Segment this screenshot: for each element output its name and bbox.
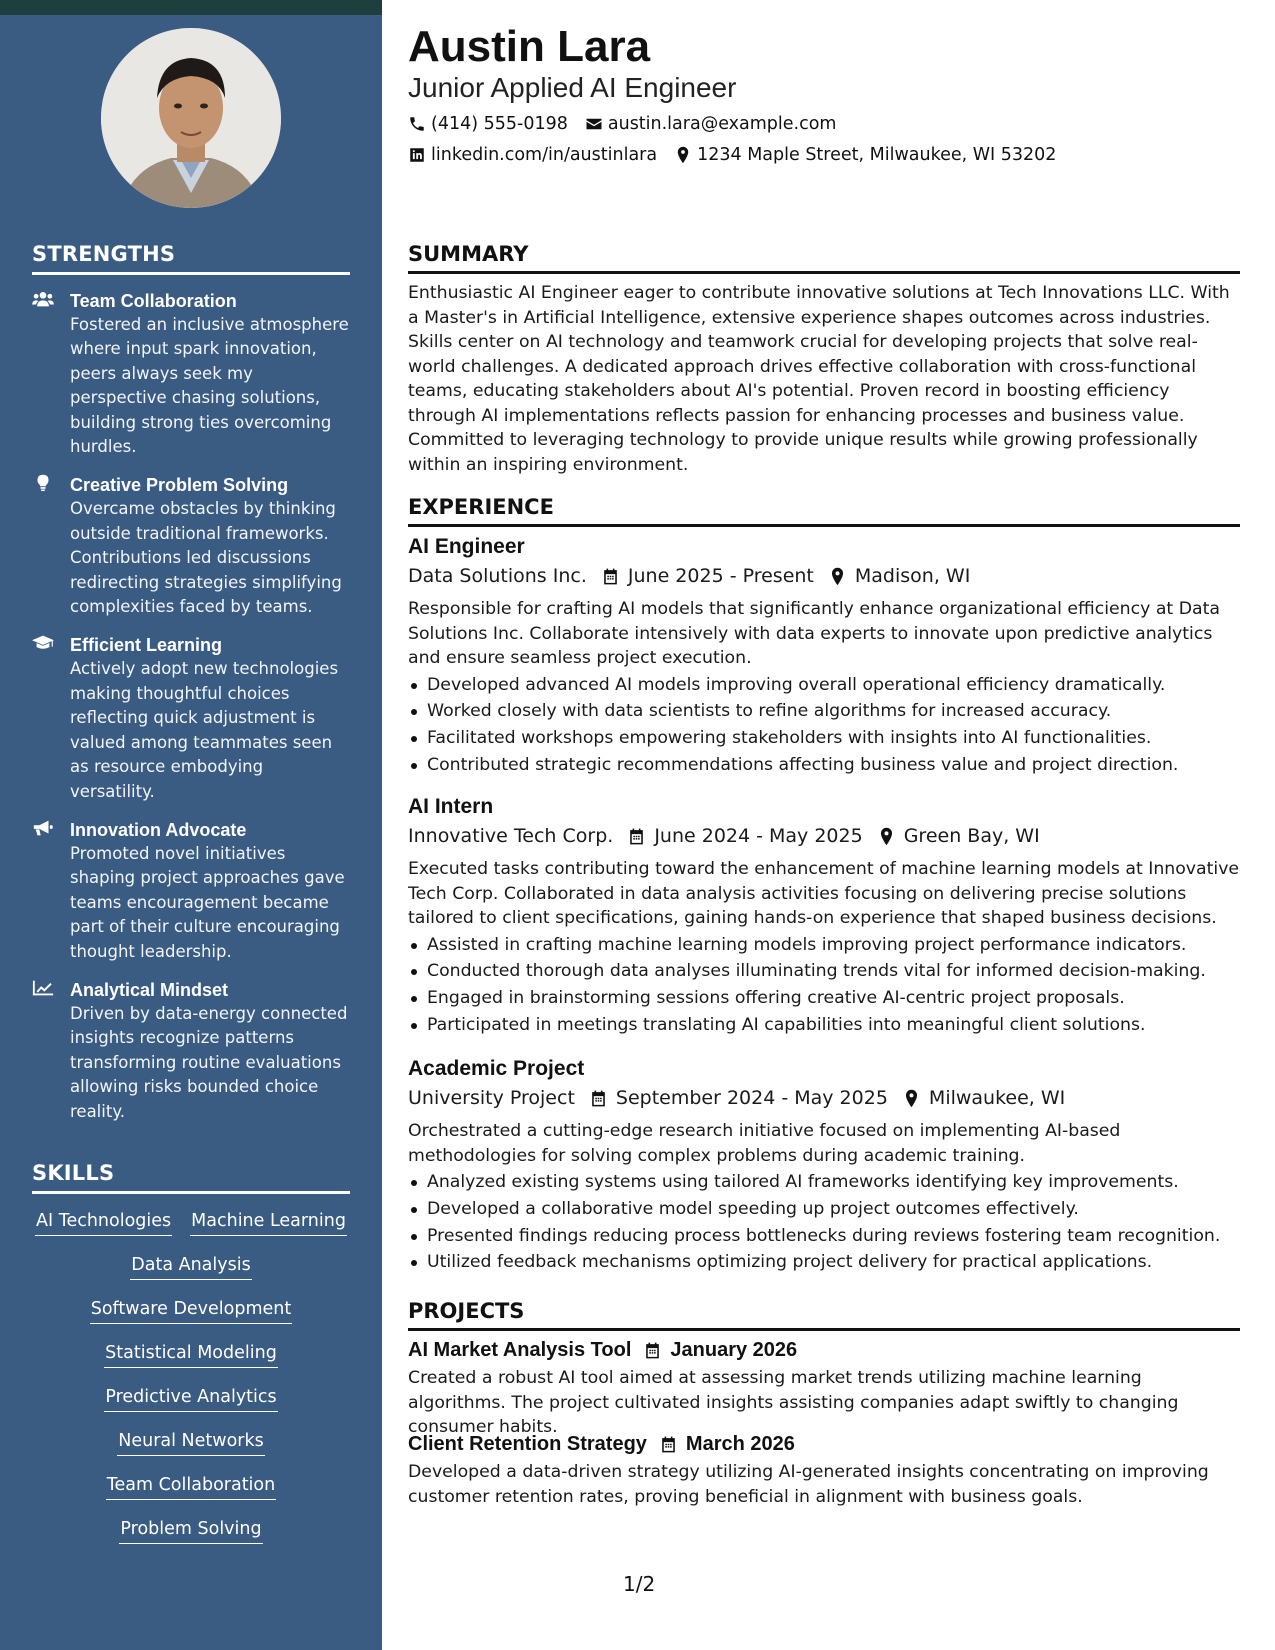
strengths-section [32,242,350,1124]
list-item: Developed a collaborative model speeding up project outcomes effectively. [408,1196,1240,1223]
job-location: Green Bay, WI [903,825,1040,847]
contact-row-secondary [408,145,1073,165]
skill-tag: Team Collaboration [106,1472,276,1500]
strength-title: Team Collaboration [70,291,237,311]
projects-heading: PROJECTS [408,1299,1240,1331]
list-item: Contributed strategic recommendations affecting business value and project direction. [408,752,1240,779]
strength-item [32,289,350,459]
phone-icon [408,115,426,133]
summary-text: Enthusiastic AI Engineer eager to contribute innovative solutions at Tech Innovations LLC. With a Master's in Artificial Intelligence, extensive experience shapes outcomes across industries. Skills center on AI technology and teamwork crucial for developing projects that solve real-world challenges. A dedicated approach drives effective collaboration with cross-functional teams, educating stakeholders about AI's potential. Proven record in boosting efficiency through AI implementations reflects passion for enhancing processes and business value. Committed to leveraging technology to provide unique results while growing professionally within an inspiring environment. [408,283,1230,475]
project-description: Developed a data-driven strategy utilizing AI-generated insights concentrating on improving customer retention rates, proving beneficial in alignment with business goals. [408,1462,1209,1507]
job-meta [408,1087,1240,1109]
job-title: AI Engineer [408,535,525,558]
sidebar-top-bar [0,0,382,15]
job-dates: June 2025 - Present [627,565,814,587]
job-location: Milwaukee, WI [928,1087,1066,1109]
strength-item [32,473,350,619]
profile-photo [101,28,281,208]
strength-title: Analytical Mindset [70,979,229,1000]
project-date: March 2026 [685,1433,795,1455]
phone-contact [408,114,568,134]
strength-item [32,978,350,1124]
strength-title: Creative Problem Solving [70,475,289,496]
company-name: Data Solutions Inc. [408,565,587,587]
job-dates: September 2024 - May 2025 [615,1087,888,1109]
strength-description: Driven by data-energy connected insights recognize patterns transforming routine evaluations allowing risks bounded choice reality. [70,1003,348,1121]
strength-item [32,818,350,964]
project-entry [408,1339,1240,1440]
list-item: Worked closely with data scientists to refine algorithms for increased accuracy. [408,698,1240,725]
candidate-role: Junior Applied AI Engineer [408,72,737,103]
strength-description: Promoted novel initiatives shaping project approaches gave teams encouragement became part of their culture encouraging thought leadership. [70,843,345,961]
strengths-heading: STRENGTHS [32,242,350,275]
project-description: Created a robust AI tool aimed at assessing market trends utilizing machine learning algorithms. The project cultivated insights assisting companies adapt swiftly to changing consumer habits. [408,1368,1179,1437]
skills-list [32,1208,350,1560]
map-pin-icon [902,1089,921,1108]
skill-tag: Software Development [90,1296,293,1324]
skill-tag: AI Technologies [35,1208,172,1236]
project-title-row [408,1433,1240,1456]
strength-title: Innovation Advocate [70,819,247,840]
list-item: Engaged in brainstorming sessions offering creative AI-centric project proposals. [408,985,1240,1012]
graduation-cap-icon [32,633,70,803]
skill-tag: Neural Networks [117,1428,264,1456]
job-meta [408,825,1240,847]
list-item: Analyzed existing systems using tailored AI frameworks identifying key improvements. [408,1169,1240,1196]
strength-description: Fostered an inclusive atmosphere where input spark innovation, peers always seek my perspective chasing solutions, building strong ties overcoming hurdles. [70,315,349,457]
skill-tag: Problem Solving [119,1516,262,1544]
job-description: Orchestrated a cutting-edge research initiative focused on implementing AI-based methodologies for solving complex problems during academic training. [408,1121,1121,1166]
linkedin-contact[interactable] [408,145,657,165]
linkedin-icon [408,146,426,164]
users-icon [32,289,70,459]
job-bullets [408,932,1240,1039]
project-title: AI Market Analysis Tool [408,1339,632,1361]
skill-tag: Machine Learning [190,1208,347,1236]
company-name: Innovative Tech Corp. [408,825,614,847]
project-entry [408,1433,1240,1509]
summary-heading: SUMMARY [408,242,1240,274]
skill-tag: Statistical Modeling [104,1340,278,1368]
list-item: Facilitated workshops empowering stakeholders with insights into AI functionalities. [408,725,1240,752]
calendar-icon [627,827,646,846]
phone-number: (414) 555-0198 [431,114,568,134]
calendar-icon [659,1435,678,1454]
job-location: Madison, WI [854,565,971,587]
megaphone-icon [32,818,70,964]
skill-tag: Predictive Analytics [104,1384,277,1412]
email-contact[interactable] [585,114,837,134]
job-description: Responsible for crafting AI models that significantly enhance organizational efficiency at Data Solutions Inc. Collaborate intensively with data experts to innovate upon predictive analytics and ensure seamless project execution. [408,599,1220,668]
list-item: Conducted thorough data analyses illuminating trends vital for informed decision-making. [408,958,1240,985]
project-title-row [408,1339,1240,1362]
strength-description: Overcame obstacles by thinking outside traditional frameworks. Contributions led discussions redirecting strategies simplifying complexities faced by teams. [70,499,342,617]
calendar-icon [589,1089,608,1108]
address-contact [674,145,1056,165]
project-date: January 2026 [670,1339,798,1361]
calendar-icon [601,567,620,586]
job-title: Academic Project [408,1057,585,1080]
job-bullets [408,672,1240,779]
list-item: Developed advanced AI models improving overall operational efficiency dramatically. [408,672,1240,699]
linkedin-url[interactable]: linkedin.com/in/austinlara [431,145,658,165]
skills-heading: SKILLS [32,1161,350,1194]
calendar-icon [643,1341,662,1360]
skills-section [32,1161,350,1560]
list-item: Presented findings reducing process bottlenecks during reviews fostering team recognition. [408,1223,1240,1250]
job-entry [408,1057,1240,1276]
job-dates: June 2024 - May 2025 [654,825,863,847]
list-item: Participated in meetings translating AI capabilities into meaningful client solutions. [408,1012,1240,1039]
job-title: AI Intern [408,795,494,818]
page-number: 1/2 [623,1572,656,1596]
skill-tag: Data Analysis [130,1252,251,1280]
email-address[interactable]: austin.lara@example.com [607,114,837,134]
strength-description: Actively adopt new technologies making thoughtful choices reflecting quick adjustment is valued among teammates seen as resource embodying versatility. [70,659,339,801]
contact-row-primary [408,114,853,134]
job-entry [408,535,1240,779]
job-entry [408,795,1240,1039]
candidate-name: Austin Lara [408,22,651,71]
map-pin-icon [674,146,692,164]
project-title: Client Retention Strategy [408,1433,647,1455]
lightbulb-icon [32,473,70,619]
list-item: Utilized feedback mechanisms optimizing project delivery for practical applications. [408,1249,1240,1276]
map-pin-icon [828,567,847,586]
chart-line-icon [32,978,70,1124]
list-item: Assisted in crafting machine learning models improving project performance indicators. [408,932,1240,959]
job-bullets [408,1169,1240,1276]
experience-heading: EXPERIENCE [408,495,1240,527]
company-name: University Project [408,1087,575,1109]
strength-title: Efficient Learning [70,635,223,656]
street-address: 1234 Maple Street, Milwaukee, WI 53202 [697,145,1057,165]
sidebar [0,0,382,1650]
strength-item [32,633,350,803]
envelope-icon [585,115,603,133]
job-description: Executed tasks contributing toward the enhancement of machine learning models at Innovative Tech Corp. Collaborated in data analysis activities focusing on delivering precise solutions tailored to client specifications, gaining hands-on experience that shaped business decisions. [408,859,1240,928]
map-pin-icon [877,827,896,846]
job-meta [408,565,1240,587]
